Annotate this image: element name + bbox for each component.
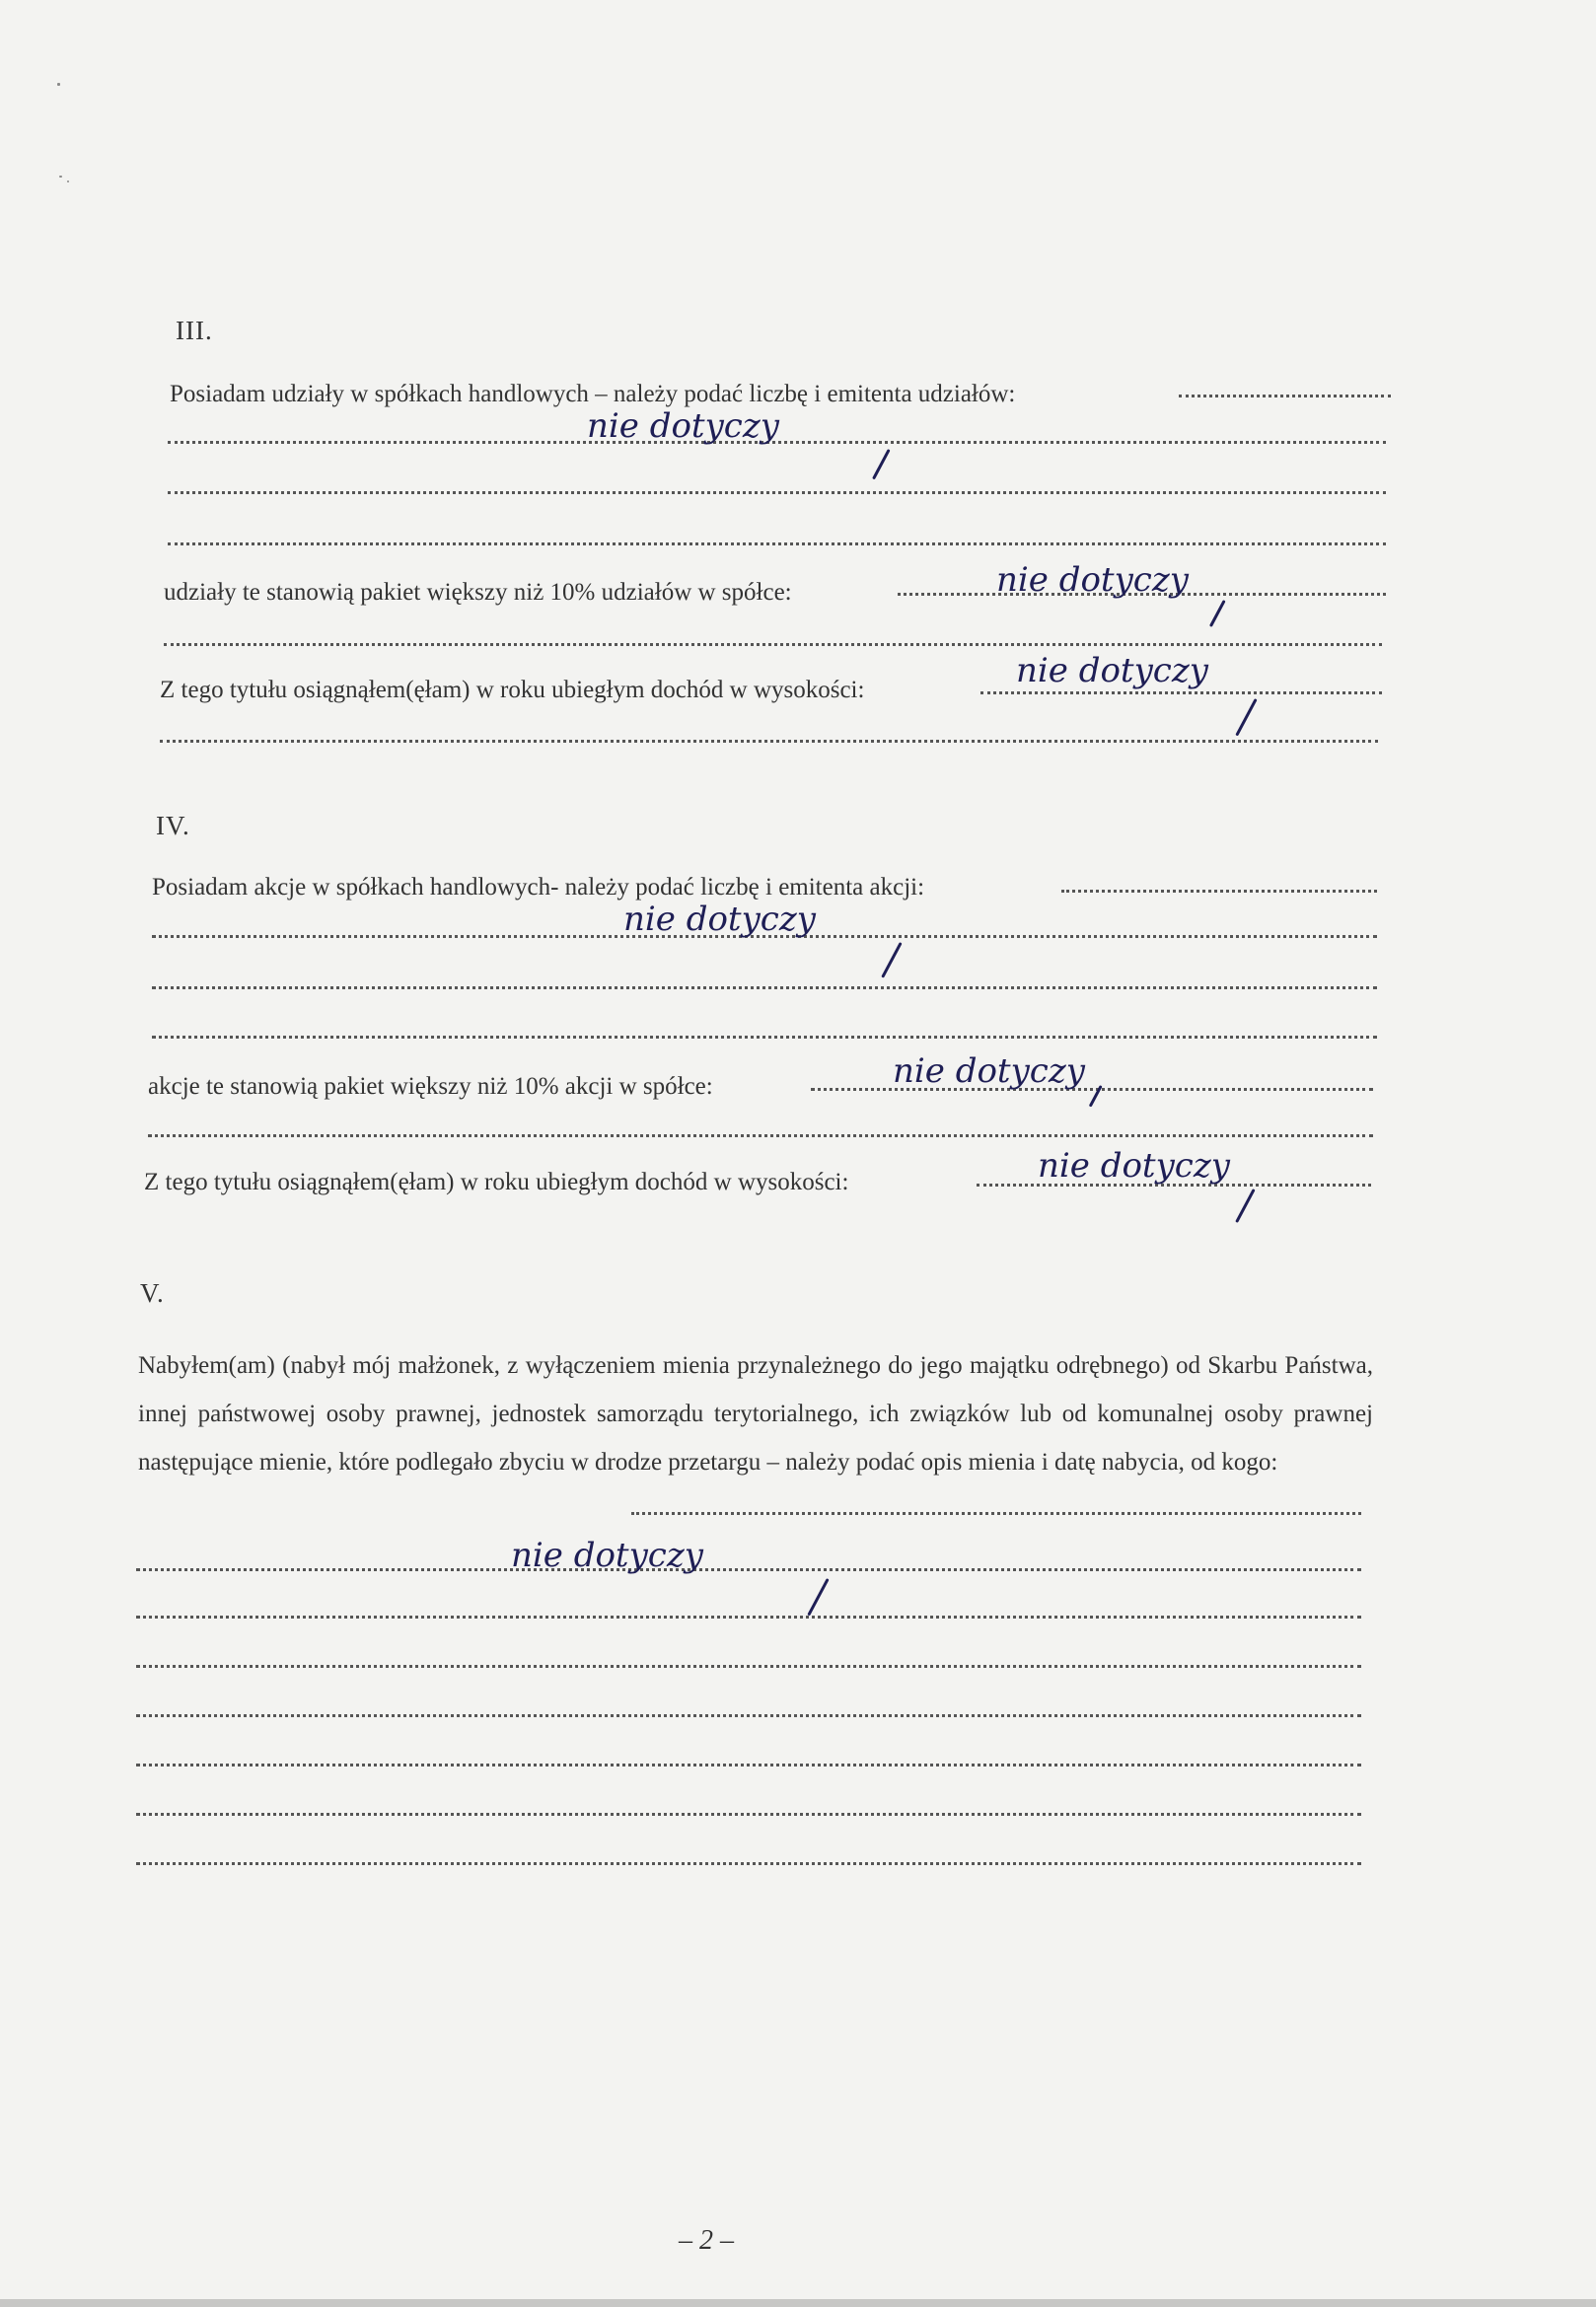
- answer-line: [1179, 395, 1391, 397]
- answer-line: [148, 1134, 1373, 1137]
- handwritten-answer: nie dotyczy: [996, 560, 1189, 600]
- handwritten-answer: nie dotyczy: [623, 900, 816, 939]
- answer-line: [136, 1665, 1361, 1668]
- handwritten-answer: nie dotyczy: [893, 1051, 1085, 1091]
- answer-line: [160, 740, 1378, 743]
- answer-line: [152, 986, 1377, 989]
- handwritten-answer: nie dotyczy: [511, 1536, 703, 1575]
- handwritten-answer: nie dotyczy: [1016, 651, 1208, 690]
- answer-line: [136, 1616, 1361, 1619]
- handwritten-answer-stroke: [807, 1578, 829, 1616]
- answer-line: [164, 643, 1382, 646]
- handwritten-answer-stroke: [1209, 600, 1226, 627]
- answer-line: [168, 491, 1386, 494]
- handwritten-answer-stroke: [1235, 1189, 1255, 1223]
- section-4-question-stocks: Posiadam akcje w spółkach handlowych- należy podać liczbę i emitenta akcji:: [152, 874, 925, 901]
- answer-line: [136, 1764, 1361, 1766]
- handwritten-answer: nie dotyczy: [587, 406, 779, 446]
- answer-line: [136, 1862, 1361, 1865]
- section-5-question: Nabyłem(am) (nabył mój małżonek, z wyłączeniem mienia przynależnego do jego majątku odrębnego) od Skarbu Państwa, innej państwowej osoby prawnej, jednostek samorządu terytorialnego, ich związków lub od komunalnej osoby prawnej następujące mienie, które podlegało zbyciu w drodze przetargu – należy podać opis mienia i datę nabycia, od kogo:: [138, 1352, 1373, 1476]
- scan-speck: [57, 83, 60, 86]
- answer-line: [136, 1813, 1361, 1816]
- answer-line: [980, 691, 1382, 694]
- handwritten-answer-stroke: [881, 942, 902, 978]
- page-number: – 2 –: [679, 2225, 734, 2256]
- answer-line: [168, 542, 1386, 545]
- handwritten-answer-stroke: [872, 449, 891, 479]
- handwritten-answer-stroke: [1235, 698, 1257, 736]
- section-3-question-income: Z tego tytułu osiągnąłem(ęłam) w roku ubiegłym dochód w wysokości:: [160, 677, 865, 703]
- section-3-question-shares: Posiadam udziały w spółkach handlowych – należy podać liczbę i emitenta udziałów:: [170, 381, 1016, 407]
- scan-speck: [67, 180, 69, 182]
- section-3-heading: III.: [176, 316, 213, 345]
- answer-line: [631, 1512, 1361, 1515]
- answer-line: [1061, 890, 1377, 893]
- answer-line: [136, 1714, 1361, 1717]
- scan-bottom-edge: [0, 2299, 1596, 2307]
- section-4-question-stake: akcje te stanowią pakiet większy niż 10% akcji w spółce:: [148, 1073, 713, 1100]
- answer-line: [152, 1036, 1377, 1039]
- scan-speck: [59, 176, 62, 178]
- section-3-question-stake: udziały te stanowią pakiet większy niż 10% udziałów w spółce:: [164, 579, 792, 606]
- section-5-heading: V.: [140, 1278, 165, 1308]
- answer-line: [136, 1568, 1361, 1571]
- handwritten-answer: nie dotyczy: [1038, 1146, 1230, 1186]
- section-4-heading: IV.: [156, 811, 190, 840]
- section-4-question-income: Z tego tytułu osiągnąłem(ęłam) w roku ubiegłym dochód w wysokości:: [144, 1169, 849, 1195]
